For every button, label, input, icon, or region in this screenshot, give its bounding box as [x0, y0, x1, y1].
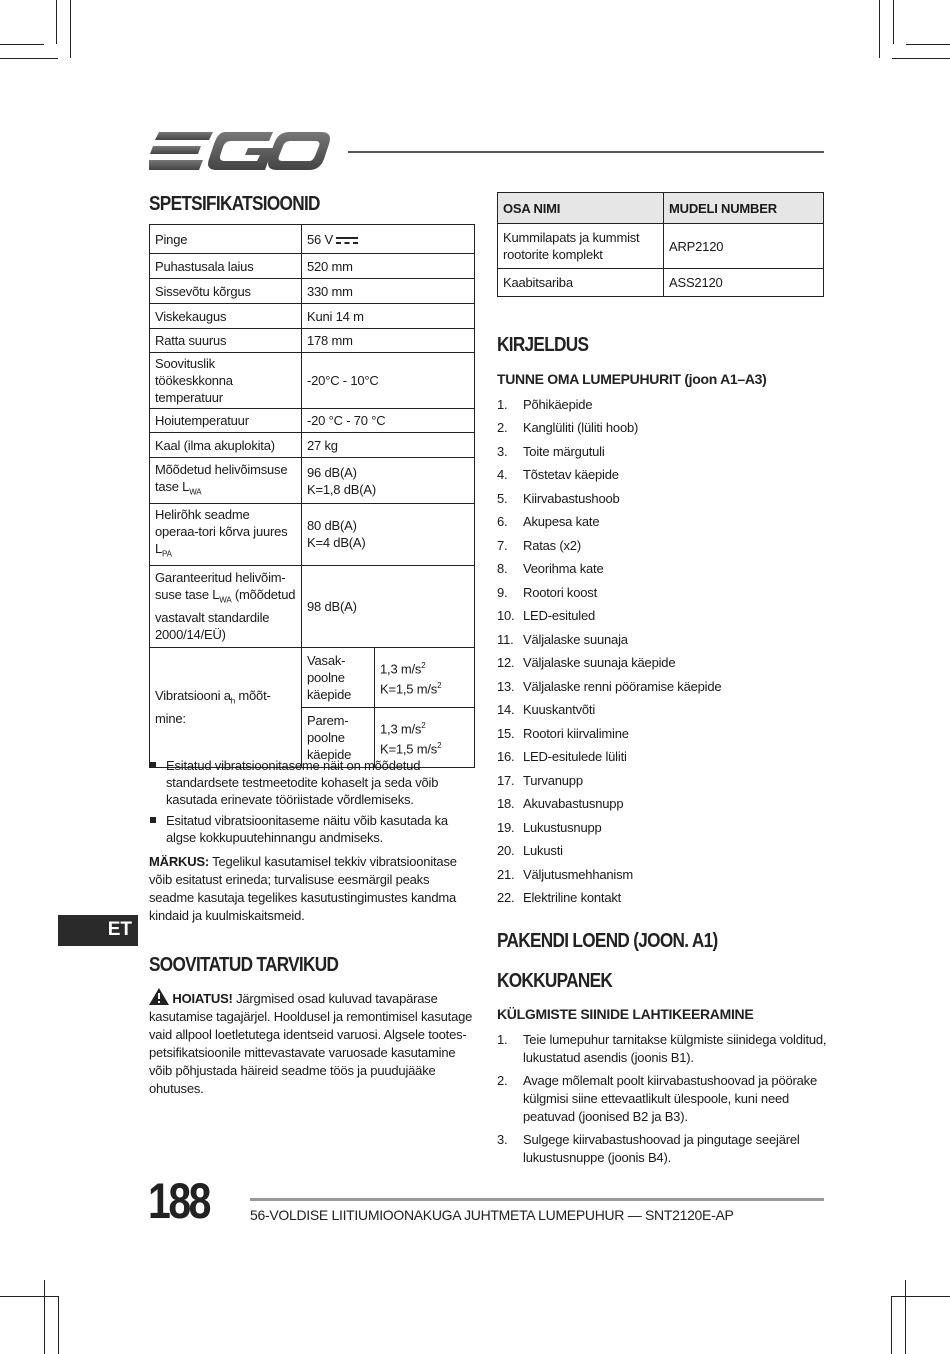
table-row	[150, 565, 475, 647]
list-item: 17. Turvanupp	[497, 773, 583, 788]
table-row	[150, 353, 475, 409]
header-rule	[348, 151, 824, 153]
list-item: 18. Akuvabastusnupp	[497, 796, 624, 811]
spec-value: 56 V	[302, 225, 475, 254]
list-item: 8. Veorihma kate	[497, 561, 604, 576]
accessories-title: SOOVITATUD TARVIKUD	[149, 954, 339, 976]
bullet-square-icon	[150, 762, 156, 768]
warning-triangle-icon	[149, 988, 169, 1005]
vib-right-label: Parem-poolne käepide	[302, 707, 375, 767]
list-item: 15. Rootori kiirvalimine	[497, 726, 629, 741]
spec-label: Pinge	[150, 225, 302, 254]
spec-value: -20°C - 10°C	[302, 353, 475, 409]
crop-mark	[906, 44, 950, 45]
crop-mark	[70, 0, 71, 58]
list-item: 20. Lukusti	[497, 843, 563, 858]
warning-paragraph: HOIATUS! Järgmised osad kuluvad tavapärase kasutamise tagajärjel. Hooldusel ja remontimisel kasutage vaid allpool loetletutega identseid varuosi. Algsele tootes-petsifikatsioonile mittevastavate varuosade kasutamine võib põhjustada häireid seadme töös ja puudujääke ohutuses.	[149, 988, 475, 1098]
crop-mark	[879, 0, 880, 58]
spec-title: SPETSIFIKATSIOONID	[149, 193, 320, 215]
spec-value: 98 dB(A)	[302, 565, 475, 647]
table-row	[150, 225, 475, 254]
table-cell: ASS2120	[664, 269, 824, 297]
spec-label: Sissevõtu kõrgus	[150, 279, 302, 304]
crop-mark	[905, 1280, 906, 1354]
bullet-square-icon	[150, 817, 156, 823]
list-item: 10. LED-esituled	[497, 608, 596, 623]
list-item: 22. Elektriline kontakt	[497, 890, 622, 905]
spec-label: Garanteeritud helivõim-suse tase $L_{WA}$ (mõõdetud vastavalt standardile 2000/14/EÜ)	[150, 565, 302, 647]
crop-mark	[58, 1296, 59, 1354]
parts-table	[497, 192, 824, 297]
list-item: 14. Kuuskantvõti	[497, 702, 596, 717]
table-cell: ARP2120	[664, 224, 824, 269]
table-row	[150, 254, 475, 279]
list-item: 11. Väljalaske suunaja	[497, 632, 628, 647]
crop-mark	[44, 1280, 45, 1354]
list-item: 19. Lukustusnupp	[497, 820, 602, 835]
crop-mark	[56, 0, 57, 44]
crop-mark	[0, 1296, 58, 1297]
description-title: KIRJELDUS	[497, 334, 589, 356]
package-title: PAKENDI LOEND (JOON. A1)	[497, 930, 718, 952]
assembly-subtitle: KÜLGMISTE SIINIDE LAHTIKEERAMINE	[497, 1006, 754, 1022]
table-row	[150, 304, 475, 329]
spec-label: Helirõhk seadme operaa-tori kõrva juures $L_{PA}$	[150, 504, 302, 566]
table-row	[150, 458, 475, 504]
vib-right-value: 1,3 $m/s^2$ K=1,5 $m/s^2$	[375, 707, 475, 767]
table-row	[498, 269, 824, 297]
remark-paragraph: MÄRKUS: Tegelikul kasutamisel tekkiv vibratsioonitase võib esitatust erineda; turvalisuse eesmärgil peaks seadme kasutaja tegelikes kasutustingimustes kandma kindaid ja kuulmiskaitsmeid.	[149, 854, 457, 923]
spec-value: 80 dB(A) K=4 dB(A)	[302, 504, 475, 566]
spec-value: 178 mm	[302, 329, 475, 353]
spec-label: Ratta suurus	[150, 329, 302, 353]
spec-label: Hoiutemperatuur	[150, 409, 302, 433]
list-item: 3. Toite märgutuli	[497, 444, 605, 459]
vib-left-value: 1,3 $m/s^2$ K=1,5 $m/s^2$	[375, 647, 475, 707]
footer-rule	[250, 1198, 824, 1201]
list-item: 5. Kiirvabastushoob	[497, 491, 620, 506]
table-cell: Kummilapats ja kummist rootorite komplekt	[498, 224, 664, 269]
table-cell: Kaabitsariba	[498, 269, 664, 297]
spec-value: 96 dB(A) K=1,8 dB(A)	[302, 458, 475, 504]
spec-label: Viskekaugus	[150, 304, 302, 329]
spec-label: Soovituslik töökeskkonna temperatuur	[150, 353, 302, 409]
table-row	[150, 329, 475, 353]
list-item: 7. Ratas (x2)	[497, 538, 581, 553]
description-subtitle: TUNNE OMA LUMEPUHURIT (joon A1–A3)	[497, 371, 767, 387]
footer-text: 56-VOLDISE LIITIUMIOONAKUGA JUHTMETA LUMEPUHUR — SNT2120E-AP	[250, 1207, 734, 1223]
spec-label: Kaal (ilma akuplokita)	[150, 433, 302, 458]
crop-mark	[0, 44, 44, 45]
list-item: 13. Väljalaske renni pööramise käepide	[497, 679, 722, 694]
table-row	[498, 224, 824, 269]
table-row	[150, 433, 475, 458]
spec-value: 330 mm	[302, 279, 475, 304]
list-item: 21. Väljutusmehhanism	[497, 867, 634, 882]
crop-mark	[891, 1296, 892, 1354]
table-row	[150, 279, 475, 304]
spec-label: Puhastusala laius	[150, 254, 302, 279]
dc-symbol-icon	[336, 236, 358, 245]
spec-value: 27 kg	[302, 433, 475, 458]
crop-mark	[0, 58, 58, 59]
crop-mark	[892, 58, 950, 59]
crop-mark	[893, 0, 894, 44]
assembly-title: KOKKUPANEK	[497, 970, 613, 992]
page-number: 188	[148, 1173, 210, 1229]
language-tab: ET	[58, 915, 138, 946]
spec-value: 520 mm	[302, 254, 475, 279]
list-item: 16. LED-esitulede lüliti	[497, 749, 627, 764]
list-item: 4. Tõstetav käepide	[497, 467, 619, 482]
vib-left-label: Vasak-poolne käepide	[302, 647, 375, 707]
spec-table	[149, 224, 475, 768]
column-header: MUDELI NUMBER	[664, 193, 824, 224]
list-item: 12. Väljalaske suunaja käepide	[497, 655, 676, 670]
spec-label: Mõõdetud helivõimsuse tase $L_{WA}$	[150, 458, 302, 504]
list-item: 6. Akupesa kate	[497, 514, 600, 529]
list-item: 2. Kanglüliti (lüliti hoob)	[497, 420, 639, 435]
table-row	[150, 504, 475, 566]
table-row	[150, 409, 475, 433]
spec-value: Kuni 14 m	[302, 304, 475, 329]
ego-logo	[149, 130, 331, 172]
list-item: 1. Põhikäepide	[497, 397, 593, 412]
crop-mark	[892, 1296, 950, 1297]
table-header-row	[498, 193, 824, 224]
column-header: OSA NIMI	[498, 193, 664, 224]
spec-label: Vibratsiooni $a_h$ mõõt-mine:	[150, 647, 302, 767]
table-row	[150, 647, 475, 707]
list-item: 9. Rootori koost	[497, 585, 597, 600]
spec-value: -20 °C - 70 °C	[302, 409, 475, 433]
